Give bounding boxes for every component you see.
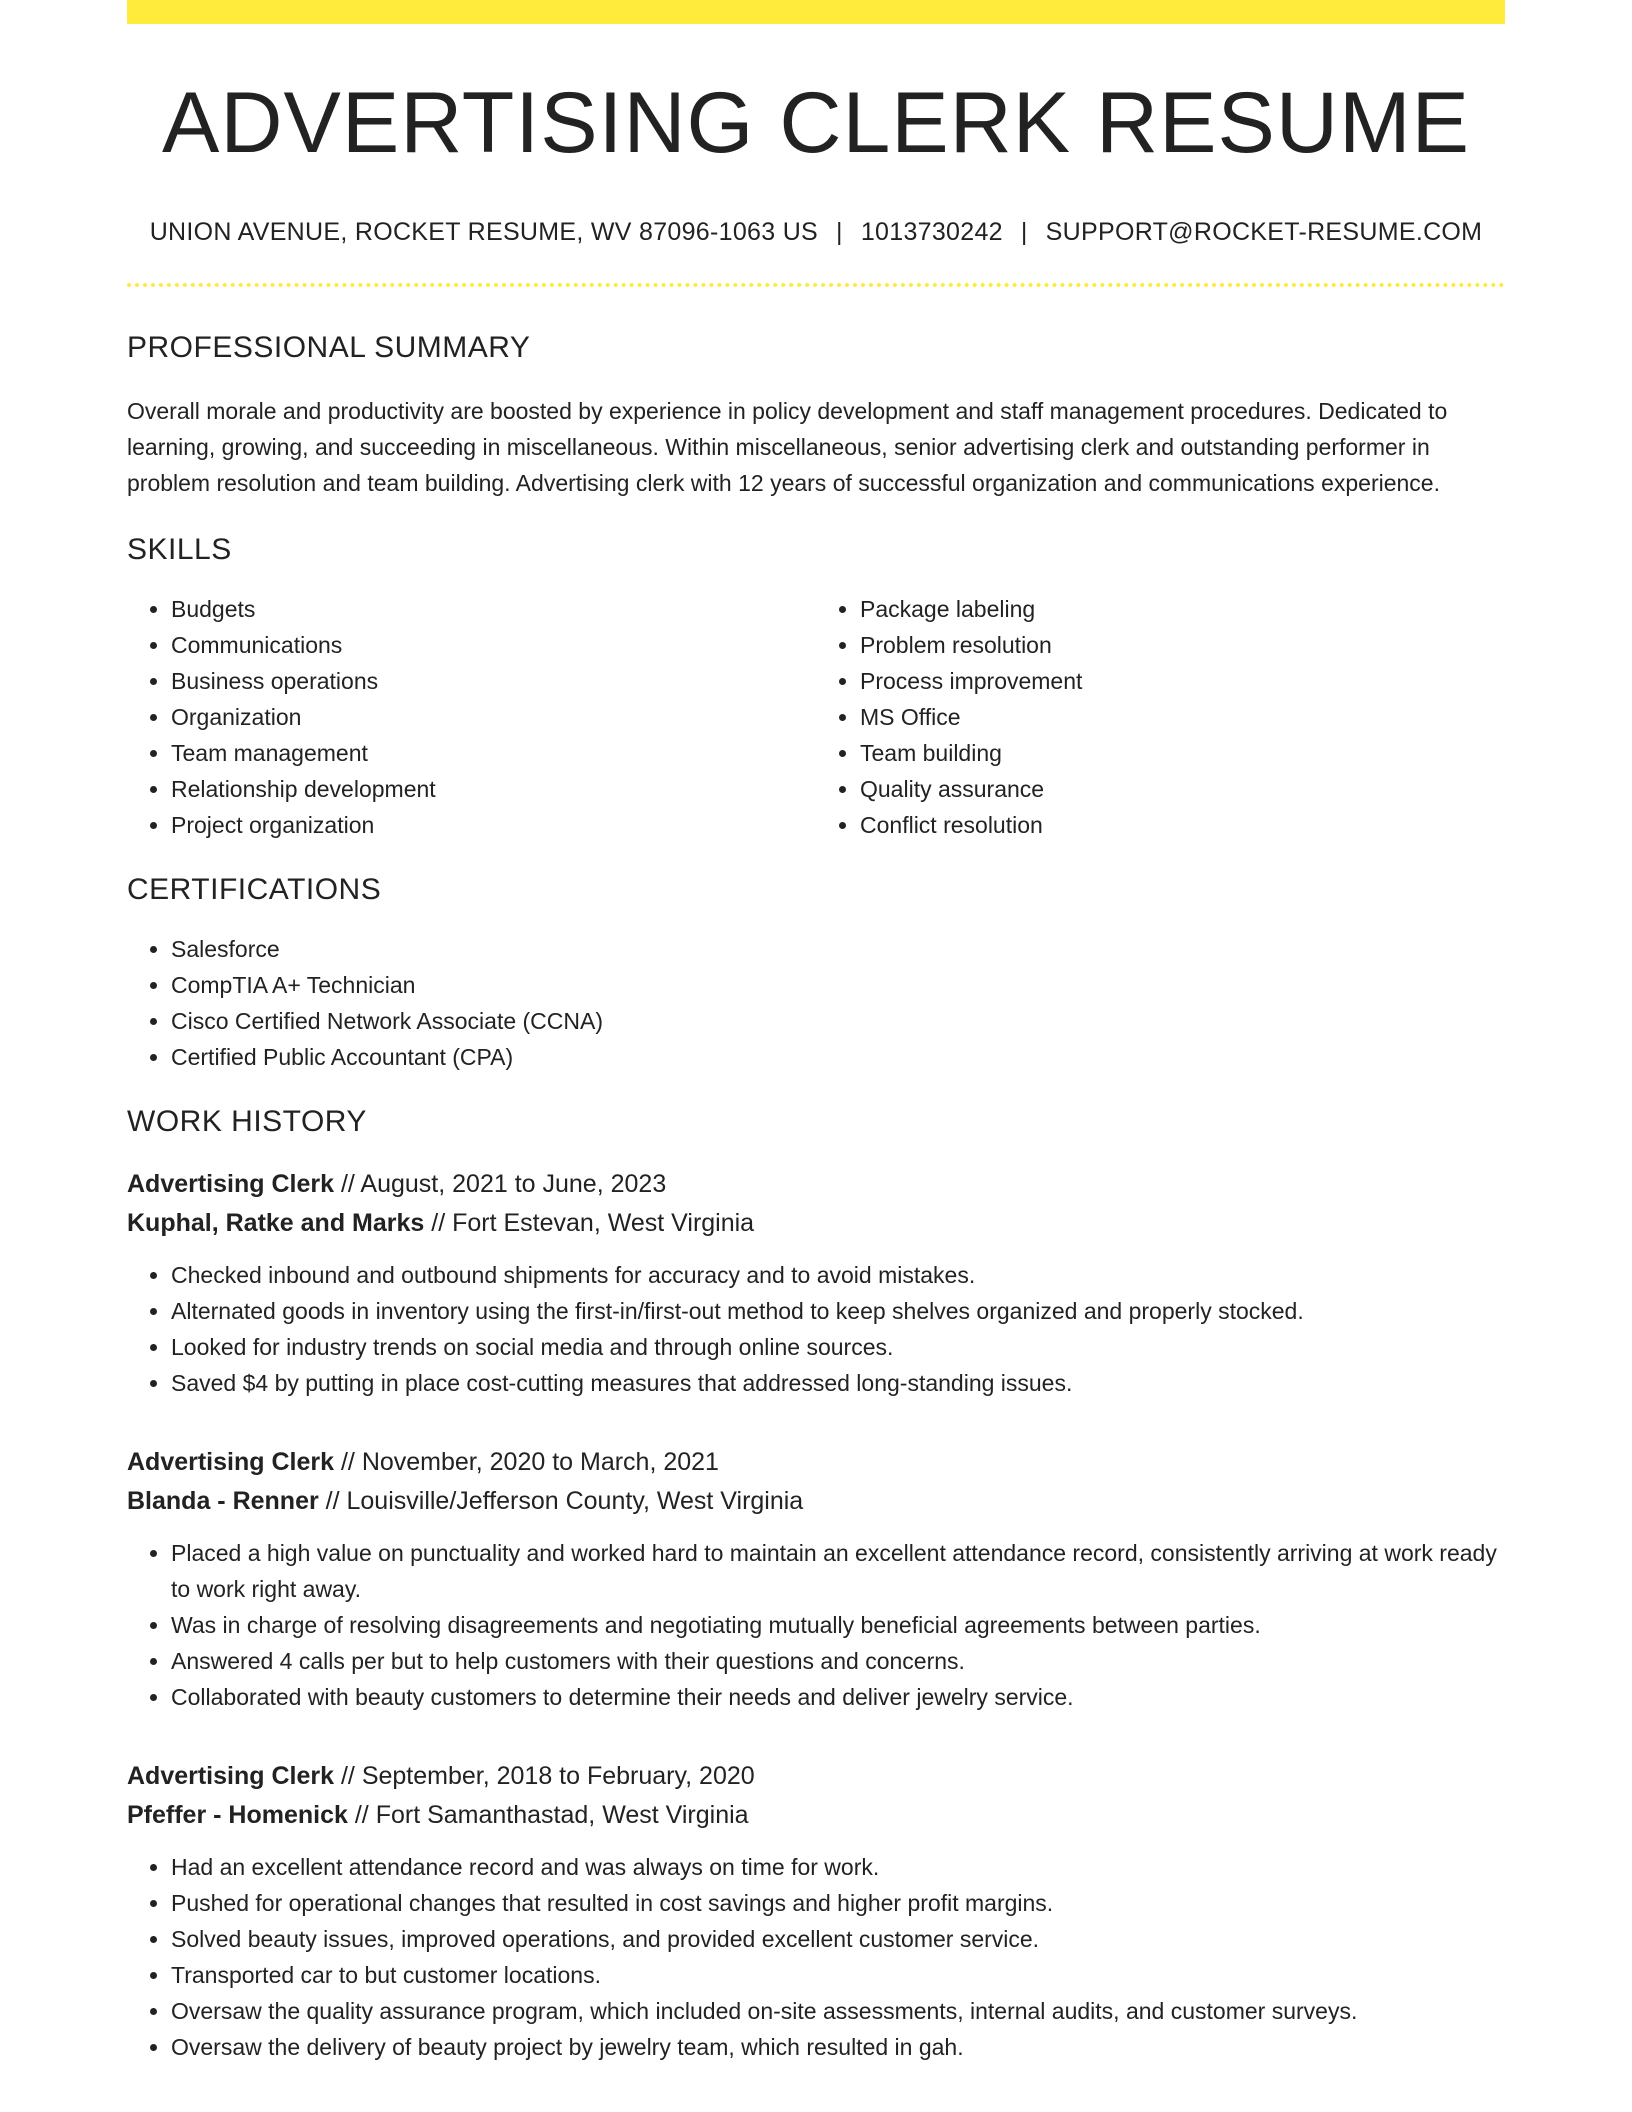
skills-heading: SKILLS [127,533,232,566]
skills-list-left [127,591,816,843]
job-company: Pfeffer - Homenick [127,1801,348,1829]
resume-page [127,0,1505,2065]
skill-item: • Budgets [171,591,816,627]
dotted-divider [127,283,1505,287]
summary-text: Overall morale and productivity are boosted by experience in policy development and staff management procedures. Dedicated to learning, growing, and succeeding in miscellaneous. Within miscellaneous, senior advertising clerk and outstanding performer in problem resolution and team building. Advertising clerk with 12 years of successful organization and communications experience. [127,398,1448,496]
job-duty: • Oversaw the delivery of beauty project by jewelry team, which resulted in gah. [171,2029,1505,2065]
job-title-line [127,1443,1505,1482]
job-duty: • Transported car to but customer locations. [171,1957,1505,1993]
work-history-section [127,1105,1505,2065]
job-duties-list [127,1257,1505,1401]
contact-line [127,218,1505,247]
job-company-line [127,1204,1505,1243]
skill-item: • Team building [860,735,1505,771]
job-duty: • Checked inbound and outbound shipments for accuracy and to avoid mistakes. [171,1257,1505,1293]
job-role: Advertising Clerk [127,1762,335,1790]
job-separator: // [334,1170,361,1198]
contact-email: SUPPORT@ROCKET-RESUME.COM [1045,218,1483,246]
job-location: Fort Estevan, West Virginia [452,1209,755,1237]
job-separator: // [318,1487,347,1515]
job-duty: • Pushed for operational changes that resulted in cost savings and higher profit margins. [171,1885,1505,1921]
job-role: Advertising Clerk [127,1448,335,1476]
job-separator: // [334,1448,362,1476]
job-dates: November, 2020 to March, 2021 [361,1448,719,1476]
job-dates: September, 2018 to February, 2020 [361,1762,755,1790]
skills-list-right [816,591,1505,843]
contact-separator: | [1020,218,1028,246]
job-duty: • Placed a high value on punctuality and worked hard to maintain an excellent attendance record, consistently arriving at work ready to work right away. [171,1535,1505,1607]
job-duties-list [127,1535,1505,1715]
job-duty: • Had an excellent attendance record and was always on time for work. [171,1849,1505,1885]
contact-address: UNION AVENUE, ROCKET RESUME, WV 87096-1063 US [149,218,819,246]
job-company: Blanda - Renner [127,1487,319,1515]
resume-title: ADVERTISING CLERK RESUME [162,75,1470,171]
job-duty: • Solved beauty issues, improved operations, and provided excellent customer service. [171,1921,1505,1957]
job-entry [127,1165,1505,1401]
job-company: Kuphal, Ratke and Marks [127,1209,425,1237]
job-separator: // [424,1209,453,1237]
skill-item: • Organization [171,699,816,735]
job-company-line [127,1482,1505,1521]
job-duties-list [127,1849,1505,2065]
summary-section [127,331,1505,501]
certifications-list [127,931,1505,1075]
certification-item: • Salesforce [171,931,1505,967]
job-location: Louisville/Jefferson County, West Virginia [346,1487,804,1515]
job-separator: // [347,1801,376,1829]
job-duty: • Alternated goods in inventory using the first-in/first-out method to keep shelves organized and properly stocked. [171,1293,1505,1329]
skill-item: • Problem resolution [860,627,1505,663]
job-dates: August, 2021 to June, 2023 [360,1170,667,1198]
certifications-section [127,873,1505,1075]
skill-item: • Project organization [171,807,816,843]
skills-columns [127,567,1505,843]
job-title-line [127,1757,1505,1796]
certification-item: • CompTIA A+ Technician [171,967,1505,1003]
skill-item: • Process improvement [860,663,1505,699]
skill-item: • Conflict resolution [860,807,1505,843]
job-duty: • Collaborated with beauty customers to determine their needs and deliver jewelry service. [171,1679,1505,1715]
skill-item: • Communications [171,627,816,663]
certification-item: • Certified Public Accountant (CPA) [171,1039,1505,1075]
job-duty: • Saved $4 by putting in place cost-cutting measures that addressed long-standing issues. [171,1365,1505,1401]
skills-section [127,533,1505,843]
contact-separator: | [836,218,843,246]
job-separator: // [334,1762,362,1790]
job-duty: • Was in charge of resolving disagreements and negotiating mutually beneficial agreements between parties. [171,1607,1505,1643]
skill-item: • Quality assurance [860,771,1505,807]
job-entry [127,1757,1505,2065]
skill-item: • Team management [171,735,816,771]
job-duty: • Answered 4 calls per but to help customers with their questions and concerns. [171,1643,1505,1679]
job-location: Fort Samanthastad, West Virginia [375,1801,749,1829]
accent-top-bar [127,0,1505,24]
job-title-line [127,1165,1505,1204]
work-history-heading: WORK HISTORY [127,1105,367,1138]
job-duty: • Oversaw the quality assurance program, which included on-site assessments, internal audits, and customer surveys. [171,1993,1505,2029]
skill-item: • Relationship development [171,771,816,807]
job-entry [127,1443,1505,1715]
job-company-line [127,1796,1505,1835]
certifications-heading: CERTIFICATIONS [127,873,382,906]
job-role: Advertising Clerk [127,1170,335,1198]
skill-item: • Package labeling [860,591,1505,627]
certification-item: • Cisco Certified Network Associate (CCNA) [171,1003,1505,1039]
contact-phone: 1013730242 [860,218,1003,246]
skill-item: • Business operations [171,663,816,699]
summary-heading: PROFESSIONAL SUMMARY [127,331,531,364]
skill-item: • MS Office [860,699,1505,735]
job-duty: • Looked for industry trends on social media and through online sources. [171,1329,1505,1365]
